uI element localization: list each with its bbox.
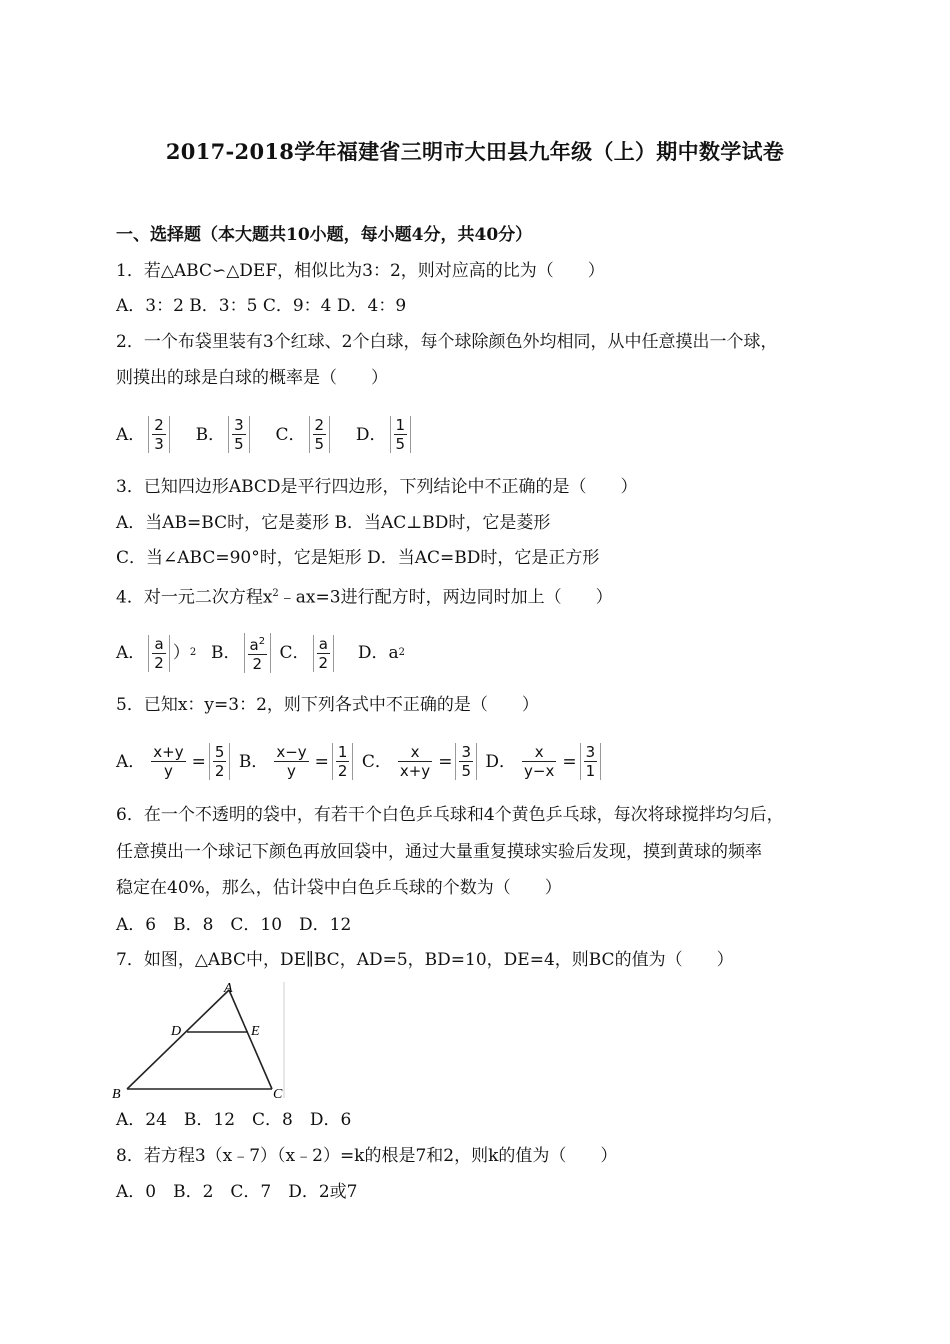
q2-stem-line1: 2．一个布袋里装有3个红球、2个白球，每个球除颜色外均相同，从中任意摸出一个球， (116, 332, 778, 352)
fraction: $\frac{2}{3}$ (148, 416, 170, 453)
q1-stem: 1．若△ABC∽△DEF，相似比为3：2，则对应高的比为（ ） (116, 261, 605, 281)
fraction: $\frac{x}{y-x}$ (524, 743, 555, 780)
fraction: $\frac{x-y}{y}$ (276, 743, 307, 780)
fraction: $\frac{a}{2}$ (148, 635, 170, 672)
q6-stem-line1: 6．在一个不透明的袋中，有若干个白色乒乓球和4个黄色乒乓球，每次将球搅拌均匀后， (116, 805, 784, 825)
triangle-figure (112, 980, 287, 1100)
fraction: $\frac{x+y}{y}$ (153, 743, 184, 780)
q3-stem: 3．已知四边形ABCD是平行四边形，下列结论中不正确的是（ ） (116, 477, 638, 497)
fraction: $\frac{3}{5}$ (228, 416, 250, 453)
page-title: 2017-2018学年福建省三明市大田县九年级（上）期中数学试卷 (165, 139, 785, 164)
fraction: $\frac{2}{5}$ (309, 416, 331, 453)
q4-option-b: B． $\frac{a^2}{2}$ (211, 633, 274, 673)
q2-option-a: A． $\frac{2}{3}$ (116, 416, 173, 453)
q5-option-c: C． $\frac{x}{x+y}$ = $\frac{3}{5}$ (362, 743, 480, 780)
q7-stem: 7．如图，△ABC中，DE∥BC，AD=5，BD=10，DE=4，则BC的值为（ ） (116, 950, 734, 970)
q4-stem: 4．对一元二次方程$x^2﹣ax=3$进行配方时，两边同时加上（ ） (116, 587, 613, 608)
q8-options: A．0 B．2 C．7 D．2或7 (116, 1182, 358, 1202)
q2-options (116, 416, 414, 453)
q2-option-d: D． $\frac{1}{5}$ (356, 416, 414, 453)
label-a: A (224, 981, 233, 996)
q2-option-c: C． $\frac{2}{5}$ (276, 416, 334, 453)
fraction: $\frac{a}{2}$ (313, 635, 335, 672)
label-e: E (251, 1024, 260, 1039)
fraction: $\frac{3}{1}$ (580, 743, 602, 780)
q5-stem: 5．已知x：y=3：2，则下列各式中不正确的是（ ） (116, 695, 539, 715)
fraction: $\frac{3}{5}$ (455, 743, 477, 780)
q6-stem-line3: 稳定在40%，那么，估计袋中白色乒乓球的个数为（ ） (116, 878, 562, 898)
q3-options-line1: A．当AB=BC时，它是菱形 B．当AC⊥BD时，它是菱形 (116, 513, 551, 533)
q1-options: A．3：2 B．3：5 C．9：4 D．4：9 (116, 296, 407, 316)
q4-option-a: A． $\frac{a}{2}$ ） 2 (116, 634, 197, 672)
label-d: D (171, 1024, 182, 1039)
q5-option-d: D． $\frac{x}{y-x}$ = $\frac{3}{1}$ (485, 743, 604, 780)
q4-option-c: C． $\frac{a}{2}$ (280, 635, 338, 672)
q8-stem: 8．若方程3（x﹣7）（x﹣2）=k的根是7和2，则k的值为（ ） (116, 1146, 618, 1166)
q5-options (116, 743, 604, 780)
q4-option-d: D．a 2 (357, 643, 406, 663)
q2-stem-line2: 则摸出的球是白球的概率是（ ） (116, 368, 388, 388)
q4-options (116, 633, 405, 673)
fraction: $\frac{5}{2}$ (209, 743, 231, 780)
label-b: B (112, 1087, 121, 1100)
section-heading: 一、选择题（本大题共10小题，每小题4分，共40分） (116, 225, 533, 245)
q2-option-b: B． $\frac{3}{5}$ (196, 416, 253, 453)
q5-option-a: A． $\frac{x+y}{y}$ = $\frac{5}{2}$ (116, 743, 233, 780)
fraction: $\frac{1}{5}$ (390, 416, 412, 453)
fraction: $\frac{x}{x+y}$ (399, 743, 431, 780)
segment-ac (229, 990, 272, 1089)
fraction: $\frac{a^2}{2}$ (244, 633, 272, 673)
fraction: $\frac{1}{2}$ (332, 743, 354, 780)
q6-options: A．6 B．8 C．10 D．12 (116, 915, 352, 935)
label-c: C (273, 1087, 283, 1100)
segment-ab (127, 990, 229, 1089)
q7-options: A．24 B．12 C．8 D．6 (116, 1110, 352, 1130)
q5-option-b: B． $\frac{x-y}{y}$ = $\frac{1}{2}$ (239, 743, 357, 780)
q6-stem-line2: 任意摸出一个球记下颜色再放回袋中，通过大量重复摸球实验后发现，摸到黄球的频率 (116, 842, 762, 862)
q3-options-line2: C．当∠ABC=90°时，它是矩形 D．当AC=BD时，它是正方形 (116, 548, 600, 568)
